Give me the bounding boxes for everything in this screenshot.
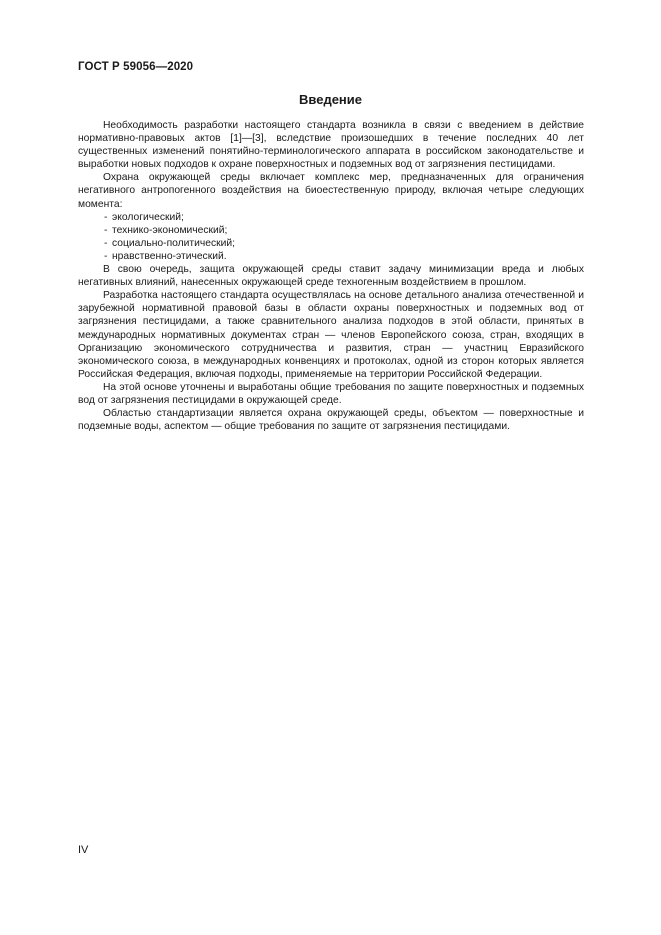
paragraph-necessity: Необходимость разработки настоящего стандарта возникла в связи с введением в действие нормативно-правовых актов [1]—[3], вследствие произошедших в течение последних 40 лет существенных изменений понятийно-терминологического аппарата в российском законодательстве и выработки новых подходов к охране поверхностных и подземных вод от загрязнения пестицидами.: [78, 120, 584, 171]
list-item-text: экологический;: [112, 211, 184, 223]
section-title: Введение: [299, 92, 362, 107]
list-marker: -: [104, 211, 108, 223]
list-item: [78, 250, 584, 263]
page-number: IV: [78, 844, 89, 856]
paragraph-environment-protection: Охрана окружающей среды включает комплекс мер, предназначенных для ограничения негативного антропогенного воздействия на биоестественную природу, включая четыре следующих момента:: [78, 172, 584, 210]
list-item-text: социально-политический;: [112, 237, 235, 249]
introduction-body: [78, 119, 584, 433]
page-header-standard-id: ГОСТ Р 59056—2020: [78, 61, 194, 73]
list-marker: -: [104, 237, 108, 249]
paragraph-harm-minimization: В свою очередь, защита окружающей среды ставит задачу минимизации вреда и любых негативных влияний, нанесенных окружающей среде техногенным воздействием в прошлом.: [78, 264, 584, 289]
list-item: [78, 224, 584, 237]
list-marker: -: [104, 224, 108, 236]
list-item-text: технико-экономический;: [112, 224, 228, 236]
list-item-text: нравственно-этический.: [112, 250, 227, 262]
aspects-list: [78, 211, 584, 263]
list-item: [78, 211, 584, 224]
list-marker: -: [104, 250, 108, 262]
paragraph-scope: Областью стандартизации является охрана окружающей среды, объектом — поверхностные и подземные воды, аспектом — общие требования по защите от загрязнения пестицидами.: [78, 408, 584, 433]
paragraph-development-basis: Разработка настоящего стандарта осуществлялась на основе детального анализа отечественной и зарубежной нормативной правовой базы в области охраны поверхностных и подземных вод от загрязнения пестицидами, а также сравнительного анализа подходов в этой области, принятых в международных нормативных документах стран — членов Европейского союза, стран, входящих в Организацию экономического сотрудничества и развития, стран — участниц Евразийского экономического союза, в международных конвенциях и протоколах, одной из сторон которых является Российская Федерация, включая подходы, применяемые на территории Российской Федерации.: [78, 290, 584, 380]
list-item: [78, 237, 584, 250]
paragraph-requirements: На этой основе уточнены и выработаны общие требования по защите поверхностных и подземных вод от загрязнения пестицидами в окружающей среде.: [78, 381, 584, 406]
